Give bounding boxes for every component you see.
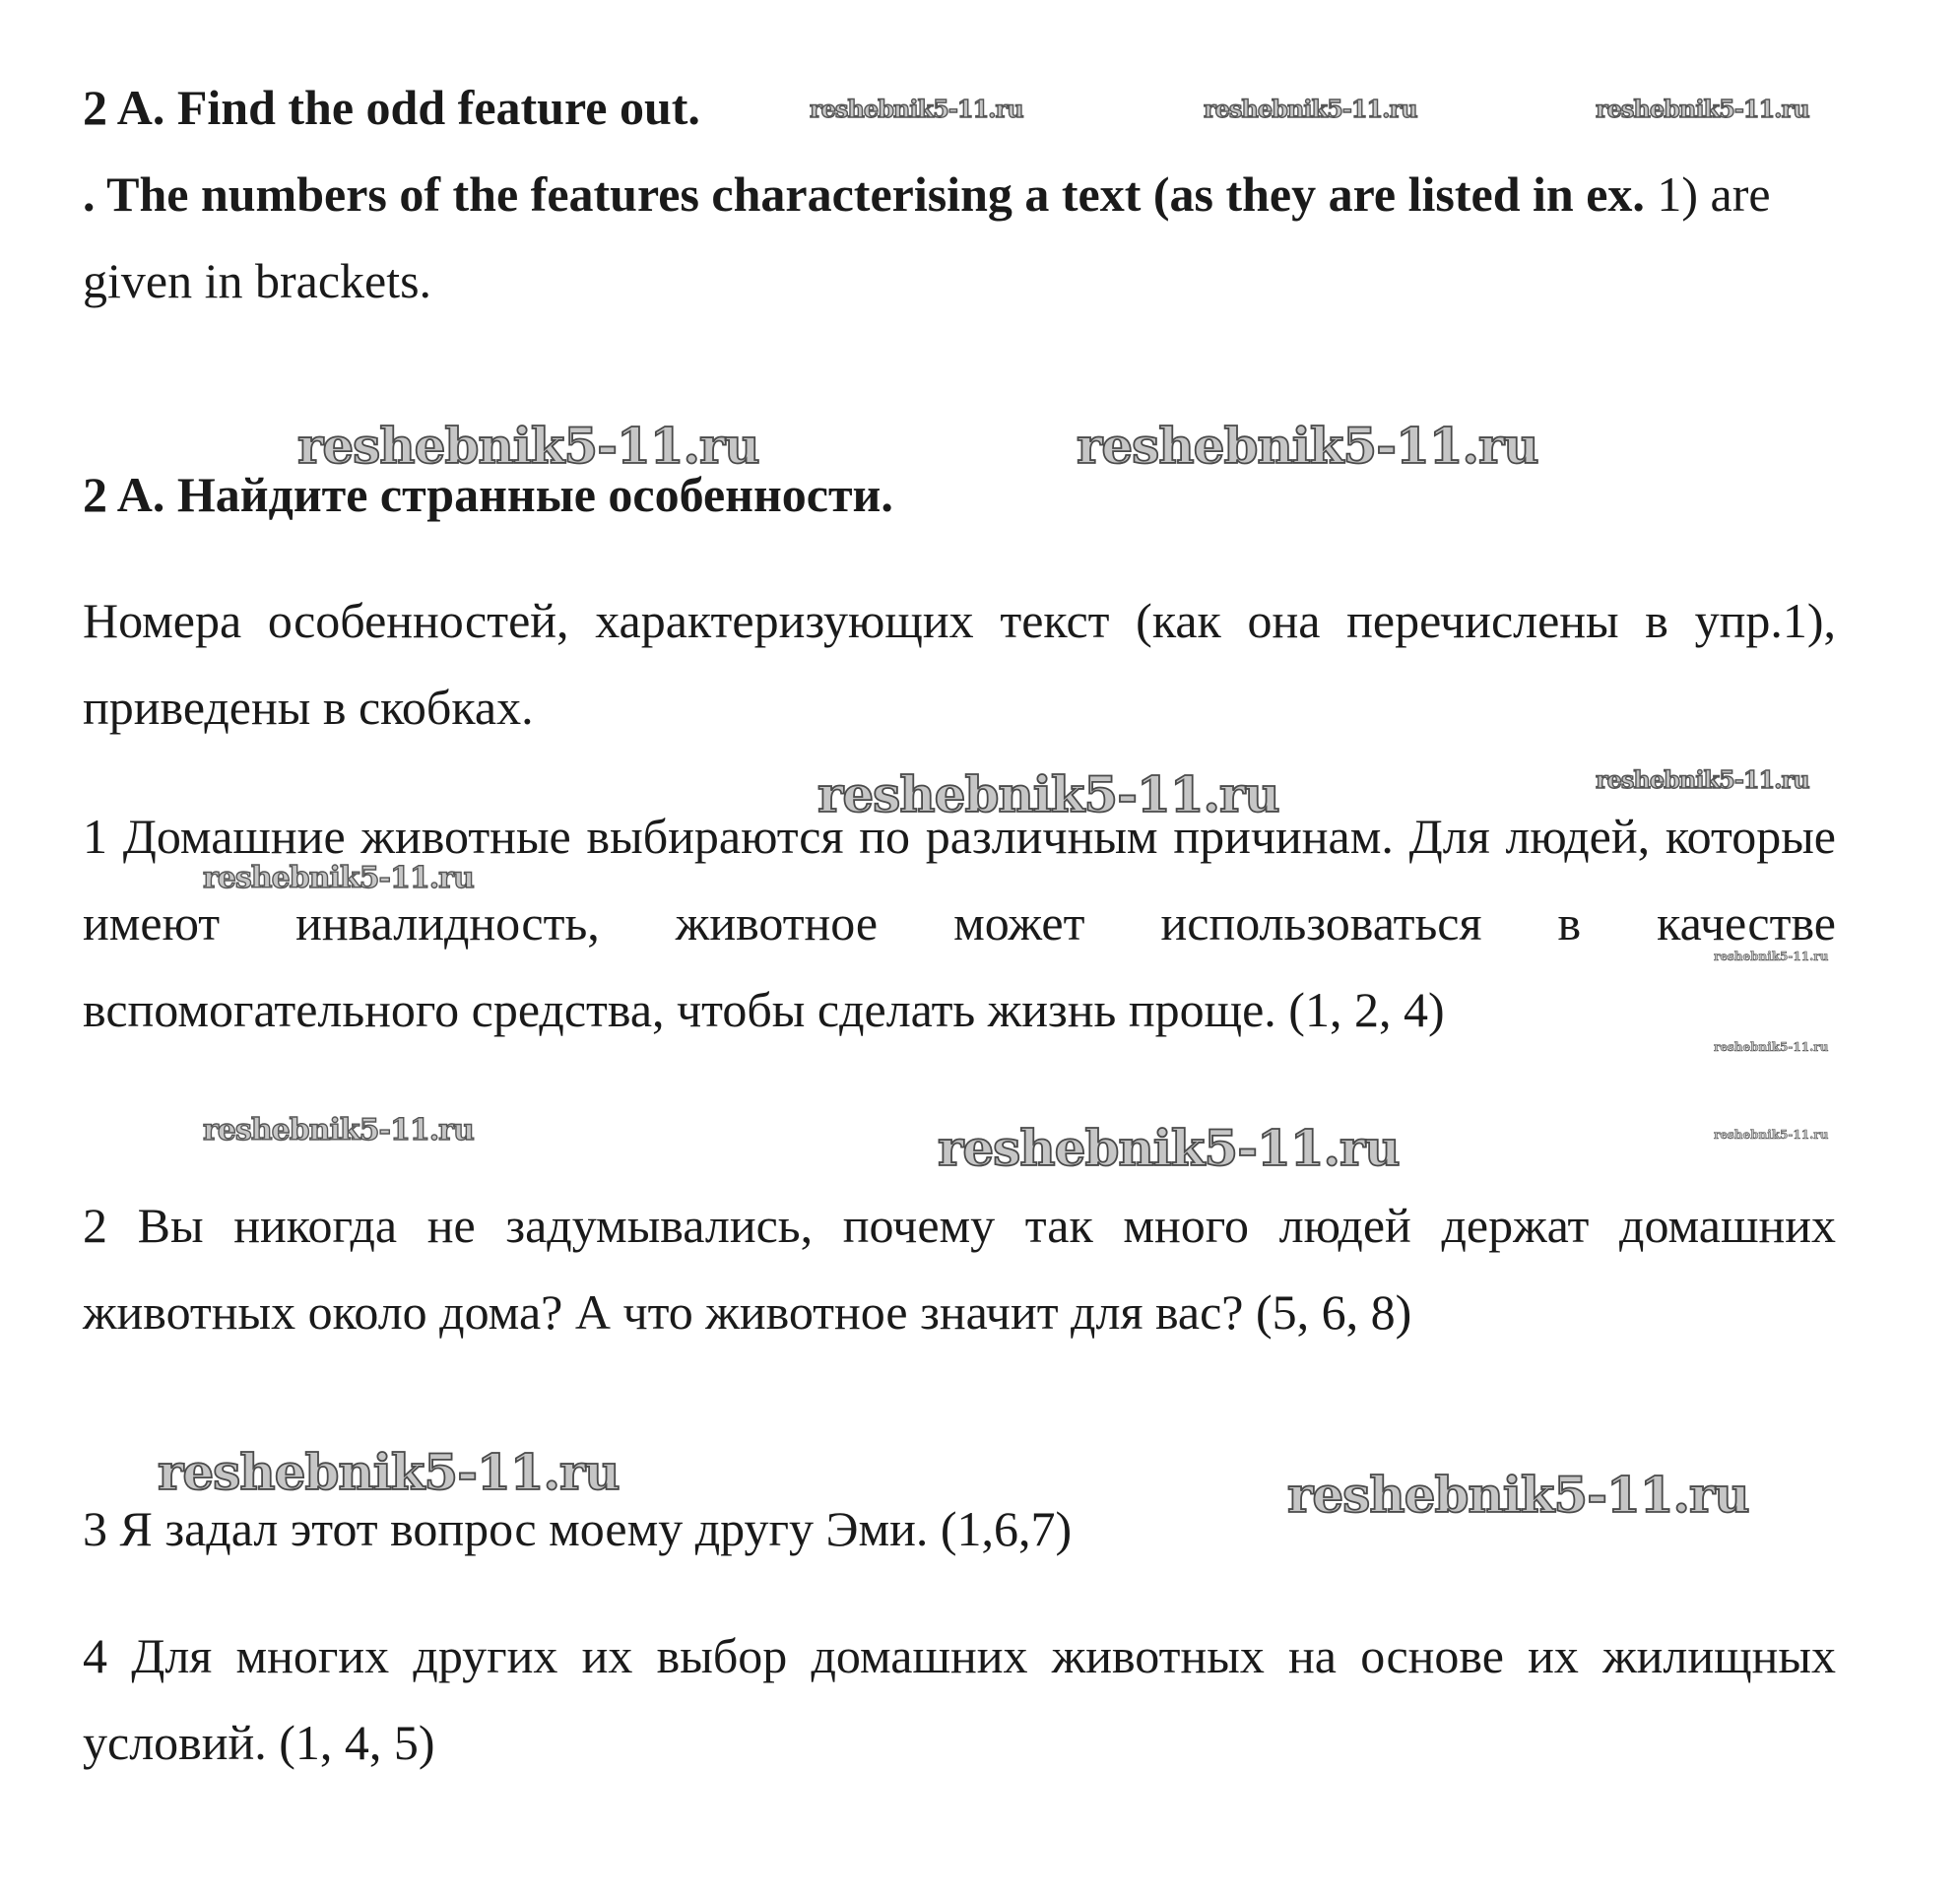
watermark: reshebnik5-11.ru — [1077, 417, 1538, 475]
russian-item-2: 2 Вы никогда не задумывались, почему так много людей держат домашних животных около дома? А что животное значит для вас? (5, 6, 8) — [83, 1198, 1836, 1340]
english-instruction-rest: 1) are given in brackets. — [83, 166, 1771, 308]
watermark: reshebnik5-11.ru — [1287, 1466, 1749, 1524]
watermark: reshebnik5-11.ru — [203, 1113, 474, 1147]
watermark: reshebnik5-11.ru — [1714, 950, 1829, 963]
watermark: reshebnik5-11.ru — [938, 1119, 1400, 1177]
russian-item-4: 4 Для многих других их выбор домашних животных на основе их жилищных условий. (1, 4, 5) — [83, 1628, 1836, 1770]
watermark: reshebnik5-11.ru — [297, 417, 759, 475]
english-instruction-bold: . The numbers of the features characterising a text (as they are listed in ex. — [83, 166, 1645, 222]
watermark: reshebnik5-11.ru — [1714, 1128, 1829, 1142]
watermark: reshebnik5-11.ru — [1596, 95, 1809, 123]
russian-item-3: 3 Я задал этот вопрос моему другу Эми. (1,6,7) — [83, 1501, 1073, 1556]
english-heading: 2 A. Find the odd feature out. — [83, 80, 700, 135]
russian-intro: Номера особенностей, характеризующих текст (как она перечислены в упр.1), приведены в скобках. — [83, 593, 1836, 735]
english-instruction — [83, 151, 1836, 324]
russian-item-1: 1 Домашние животные выбираются по различным причинам. Для людей, которые имеют инвалидность, животное может использоваться в качестве вспомогательного средства, чтобы сделать жизнь проще. (1, 2, 4) — [83, 809, 1836, 1037]
watermark: reshebnik5-11.ru — [817, 765, 1279, 823]
watermark: reshebnik5-11.ru — [158, 1443, 620, 1501]
watermark: reshebnik5-11.ru — [1714, 1040, 1829, 1054]
watermark: reshebnik5-11.ru — [810, 95, 1023, 123]
watermark: reshebnik5-11.ru — [1596, 765, 1809, 794]
watermark: reshebnik5-11.ru — [1204, 95, 1417, 123]
watermark: reshebnik5-11.ru — [203, 861, 474, 895]
russian-heading: 2 A. Найдите странные особенности. — [83, 467, 893, 522]
